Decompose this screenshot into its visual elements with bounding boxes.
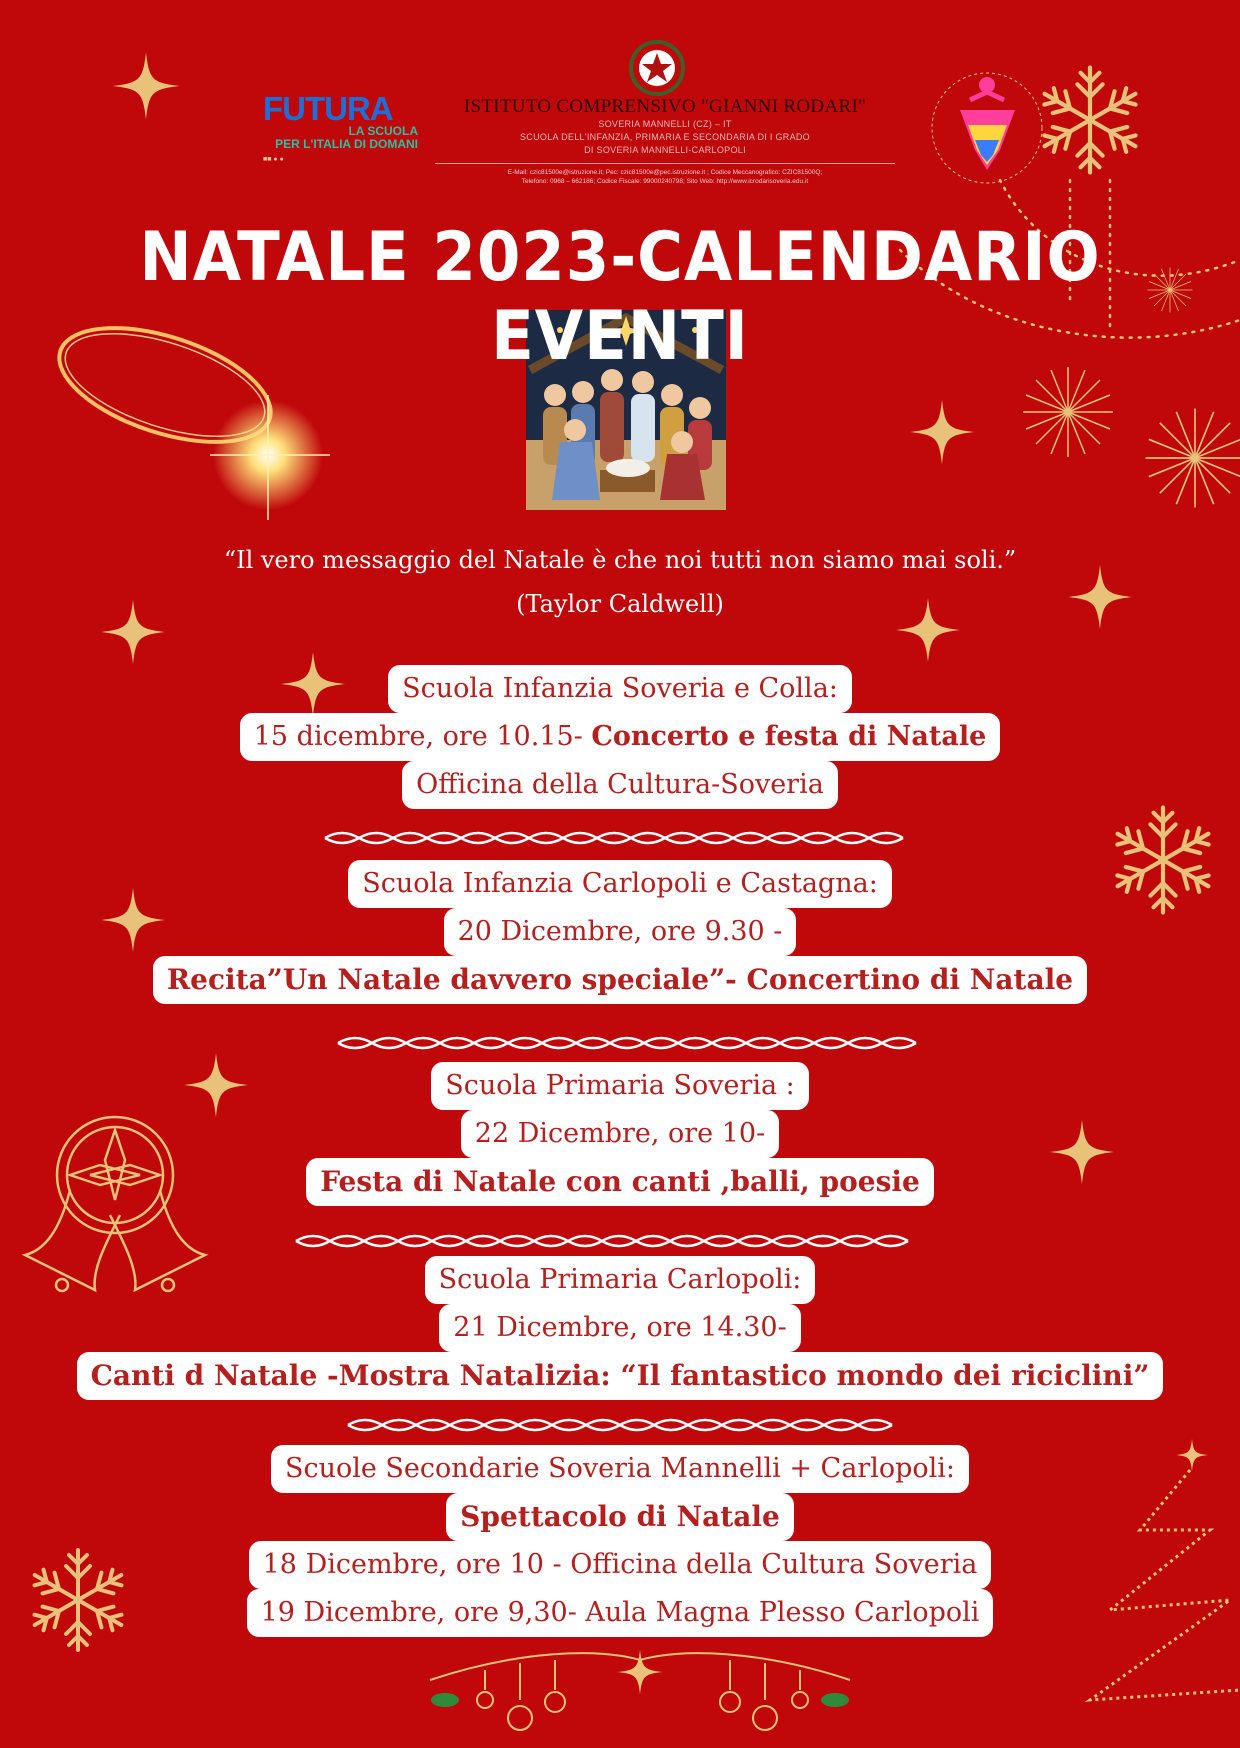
page-title: NATALE 2023-CALENDARIO EVENTI (139, 218, 1101, 376)
event-what: Recita”Un Natale davvero speciale”- Concertino di Natale (153, 956, 1087, 1004)
institute-line: SOVERIA MANNELLI (CZ) – IT (598, 119, 732, 129)
futura-title: FUTURA (263, 90, 393, 127)
event-school: Scuole Secondarie Soveria Mannelli + Carlopoli: (271, 1445, 969, 1493)
divider-wave (348, 1420, 892, 1430)
italian-emblem-icon (631, 42, 683, 94)
divider-wave (338, 1038, 916, 1048)
event-block (0, 1256, 1240, 1400)
event-when: 21 Dicembre, ore 14.30- (439, 1304, 800, 1352)
eu-logos-icon: ■■ ● ● (263, 156, 284, 163)
futura-logo (263, 90, 418, 164)
quote-author: (Taylor Caldwell) (516, 590, 724, 618)
divider-wave (296, 1236, 908, 1246)
futura-subtitle: LA SCUOLA (348, 124, 418, 138)
snowflake-icon (1038, 68, 1142, 173)
event-what: Festa di Natale con canti ,balli, poesie (306, 1158, 934, 1206)
event-what: Concerto e festa di Natale (591, 721, 987, 752)
header-divider (435, 163, 895, 164)
institute-contact: E-Mail: czic81500e@istruzione.it; Pec: czic81500e@pec.istruzione.it ; Codice Meccanografico: CZIC81500Q; (507, 169, 823, 176)
event-date: 18 Dicembre, ore 10 - Officina della Cultura Soveria (249, 1541, 992, 1589)
starburst-icon (1146, 409, 1240, 508)
institute-name: ISTITUTO COMPRENSIVO "GIANNI RODARI" (463, 96, 867, 117)
event-block (0, 860, 1240, 1004)
event-what: Spettacolo di Natale (446, 1493, 794, 1541)
sparkle-icon (112, 52, 179, 119)
institute-line: SCUOLA DELL'INFANZIA, PRIMARIA E SECONDARIA DI I GRADO (520, 132, 810, 142)
event-school: Scuola Primaria Soveria : (431, 1062, 809, 1110)
institute-contact: Telefono: 0968 – 662186; Codice Fiscale: 99000240798; Sito Web: http://www.icrodarisoveria.edu.it (521, 178, 809, 185)
starburst-icon (1023, 367, 1113, 457)
quote-text: “Il vero messaggio del Natale è che noi tutti non siamo mai soli.” (223, 546, 1017, 574)
event-date: 19 Dicembre, ore 9,30- Aula Magna Plesso Carlopoli (247, 1589, 994, 1637)
institute-line: DI SOVERIA MANNELLI-CARLOPOLI (584, 145, 746, 155)
event-where: Officina della Cultura-Soveria (402, 761, 838, 809)
sparkle-icon (910, 400, 974, 464)
school-logo-icon (932, 73, 1042, 183)
event-block (0, 1445, 1240, 1637)
event-when: 20 Dicembre, ore 9.30 - (444, 908, 797, 956)
event-school: Scuola Infanzia Carlopoli e Castagna: (348, 860, 892, 908)
quote (0, 538, 1240, 626)
divider-wave (325, 833, 903, 843)
event-school: Scuola Primaria Carlopoli: (425, 1256, 816, 1304)
event-school: Scuola Infanzia Soveria e Colla: (388, 665, 852, 713)
event-when-line (240, 713, 1001, 761)
institute-header (430, 96, 900, 186)
futura-subtitle: PER L'ITALIA DI DOMANI (275, 137, 418, 151)
event-what: Canti d Natale -Mostra Natalizia: “Il fantastico mondo dei riciclini” (77, 1352, 1164, 1400)
event-when: 22 Dicembre, ore 10- (461, 1110, 779, 1158)
event-block (0, 665, 1240, 809)
event-block (0, 1062, 1240, 1206)
event-when: 15 dicembre, ore 10.15- (253, 721, 592, 752)
